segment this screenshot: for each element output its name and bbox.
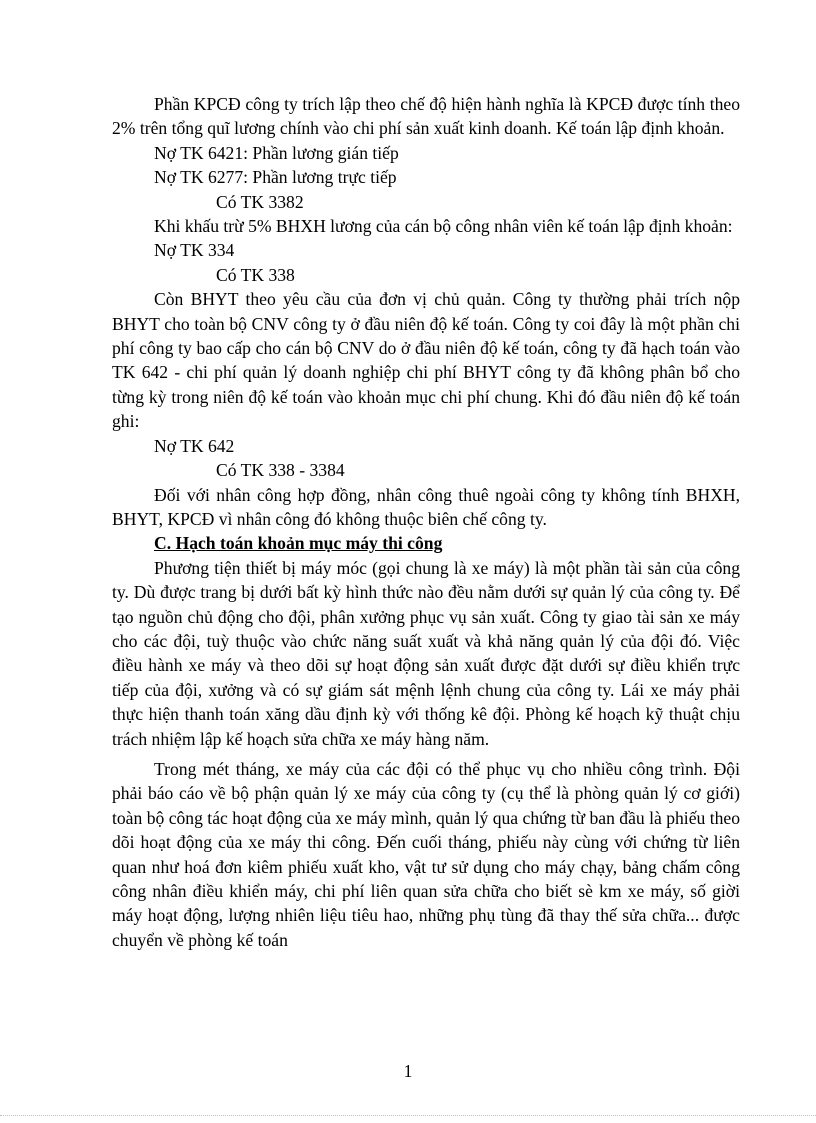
journal-entry-credit-338: Có TK 338 — [216, 264, 295, 285]
section-heading: C. Hạch toán khoản mục máy thi công — [154, 533, 443, 554]
paragraph-kpcd: Phần KPCĐ công ty trích lập theo chế độ hiện hành nghĩa là KPCĐ được tính theo 2% trên tổng quĩ lương chính vào chi phí sản xuất kinh doanh. Kế toán lập định khoản. — [112, 94, 740, 139]
paragraph-bhyt: Còn BHYT theo yêu cầu của đơn vị chủ quản. Công ty thường phải trích nộp BHYT cho toàn bộ CNV công ty ở đầu niên độ kế toán. Công ty coi đây là một phần chi phí công ty bao cấp cho cán bộ CNV do ở đầu niên độ kế toán, công ty đã hạch toán vào TK 642 - chi phí quản lý doanh nghiệp chi phí BHYT công ty đã không phân bổ cho từng kỳ trong niên độ kế toán vào khoản mục chi phí chung. Khi đó đầu niên độ kế toán ghi: — [112, 289, 740, 432]
journal-entry-debit-6421: Nợ TK 6421: Phần lương gián tiếp — [154, 142, 399, 163]
page-bottom-divider — [0, 1115, 816, 1116]
journal-entry-debit-642: Nợ TK 642 — [154, 435, 235, 456]
journal-entry-credit-3382: Có TK 3382 — [216, 191, 304, 212]
journal-entry-credit-338-3384: Có TK 338 - 3384 — [216, 460, 345, 481]
page-number: 1 — [403, 1061, 413, 1081]
journal-entry-debit-6277: Nợ TK 6277: Phần lương trực tiếp — [154, 167, 397, 188]
document-body — [112, 92, 740, 952]
paragraph-machinery: Phương tiện thiết bị máy móc (gọi chung là xe máy) là một phần tài sản của công ty. Dù được trang bị dưới bất kỳ hình thức nào đều nằm dưới sự quản lý của công ty. Để tạo nguồn chủ động cho đội, phân xưởng phục vụ sản xuất. Công ty giao tài sản xe máy cho các đội, tuỳ thuộc vào chức năng suất xuất và khả năng quản lý của đội đó. Việc điều hành xe máy và theo dõi sự hoạt động sản xuất được đặt dưới sự điều khiển trực tiếp của đội, xưởng và có sự giám sát mệnh lệnh chung của công ty. Lái xe máy phải thực hiện thanh toán xăng dầu định kỳ với thống kê đội. Phòng kế hoạch kỹ thuật chịu trách nhiệm lập kế hoạch sửa chữa xe máy hàng năm. — [112, 557, 740, 749]
journal-entry-debit-334: Nợ TK 334 — [154, 240, 235, 261]
paragraph-monthly-report: Trong mét tháng, xe máy của các đội có thể phục vụ cho nhiều công trình. Đội phải báo cáo về bộ phận quản lý xe máy của công ty (cụ thể là phòng quản lý cơ giới) toàn bộ công tác hoạt động của xe máy mình, quản lý qua chứng từ ban đầu là phiếu theo dõi hoạt động của xe máy thi công. Đến cuối tháng, phiếu này cùng với chứng từ liên quan như hoá đơn kiêm phiếu xuất kho, vật tư sử dụng cho máy chạy, bảng chấm công công nhân điều khiển máy, chi phí liên quan sửa chữa cho biết sè km xe máy, số giời máy hoạt động, lượng nhiên liệu tiêu hao, những phụ tùng đã thay thế sửa chữa... được chuyển về phòng kế toán — [112, 758, 740, 950]
paragraph-contract-labor: Đối với nhân công hợp đồng, nhân công thuê ngoài công ty không tính BHXH, BHYT, KPCĐ vì nhân công đó không thuộc biên chế công ty. — [112, 484, 740, 529]
paragraph-bhxh: Khi khấu trừ 5% BHXH lương của cán bộ công nhân viên kế toán lập định khoản: — [154, 216, 733, 237]
